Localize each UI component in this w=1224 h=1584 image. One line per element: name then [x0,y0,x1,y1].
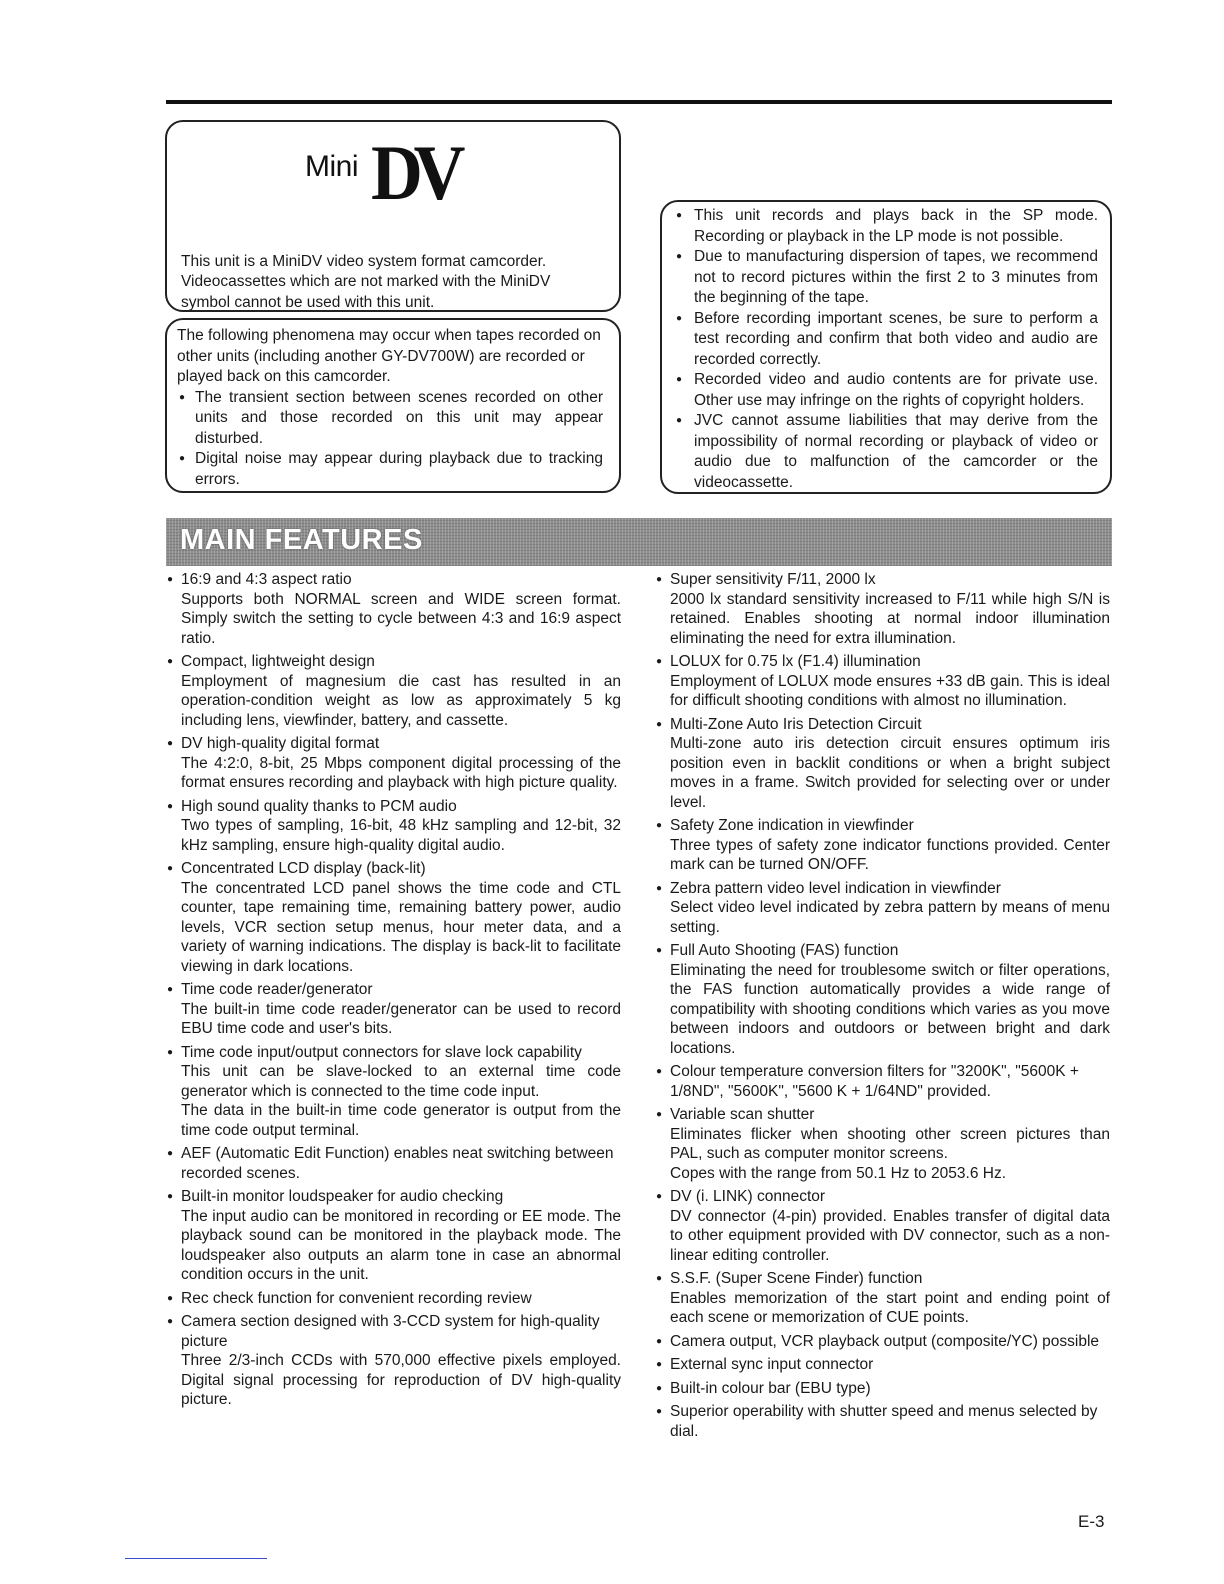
feature-item [655,879,1110,938]
feature-title: ● Zebra pattern video level indication in viewfinder [655,879,1110,899]
feature-description [166,754,621,793]
feature-item [655,941,1110,1058]
feature-item [166,980,621,1039]
phenomena-list [177,388,603,491]
feature-item [166,1043,621,1141]
feature-item [166,1187,621,1285]
phenomena-notice-box [165,318,621,493]
feature-title: ● Variable scan shutter [655,1105,1110,1125]
section-banner [166,518,1112,566]
phenomena-intro: The following phenomena may occur when tapes recorded on other units (including another GY-DV700W) are recorded or played back on this camcorder. [177,327,601,385]
feature-paragraph: Employment of LOLUX mode ensures +33 dB gain. This is ideal for difficult shooting conditions with almost no illumination. [670,672,1110,709]
feature-title: ● Full Auto Shooting (FAS) function [655,941,1110,961]
feature-description [166,590,621,649]
feature-description [655,836,1110,875]
feature-paragraph: Three 2/3-inch CCDs with 570,000 effective pixels employed. Digital signal processing for reproduction of DV high-quality picture. [181,1352,621,1408]
feature-item [655,1062,1110,1101]
logo-mini-text: Mini [305,150,359,183]
feature-title: ● Rec check function for convenient recording review [166,1289,621,1309]
feature-title: ● External sync input connector [655,1355,1110,1375]
feature-title: ● LOLUX for 0.75 lx (F1.4) illumination [655,652,1110,672]
top-rule [166,100,1112,104]
feature-paragraph: 2000 lx standard sensitivity increased to F/11 while high S/N is retained. Enables shooting at normal indoor illumination eliminating the need for extra illumination. [670,590,1110,647]
feature-paragraph: The built-in time code reader/generator can be used to record EBU time code and user's bits. [181,1000,621,1037]
feature-title: ● Camera section designed with 3-CCD system for high-quality picture [166,1312,621,1351]
feature-description [655,1207,1110,1266]
feature-title: ● Built-in monitor loudspeaker for audio checking [166,1187,621,1207]
list-item: ● This unit records and plays back in the SP mode. Recording or playback in the LP mode is not possible. [674,206,1098,247]
feature-item [166,859,621,976]
feature-title: ● Safety Zone indication in viewfinder [655,816,1110,836]
feature-description [655,1289,1110,1328]
feature-item [166,734,621,793]
feature-paragraph: The input audio can be monitored in recording or EE mode. The playback sound can be monitored in the playback mode. The loudspeaker also outputs an alarm tone in case an abnormal condition occurs in the unit. [181,1207,621,1283]
feature-title: ● Colour temperature conversion filters for "3200K", "5600K + 1/8ND", "5600K", "5600 K + 1/64ND" provided. [655,1062,1110,1101]
feature-title: ● S.S.F. (Super Scene Finder) function [655,1269,1110,1289]
feature-description [655,672,1110,711]
feature-description [655,961,1110,1059]
page-number: E-3 [1078,1512,1105,1531]
feature-item [166,570,621,648]
feature-description [655,1125,1110,1184]
notes-list [674,206,1098,493]
feature-description [166,1000,621,1039]
feature-item [166,797,621,856]
feature-item [166,1312,621,1410]
feature-item [655,715,1110,813]
feature-paragraph: Select video level indicated by zebra pattern by means of menu setting. [670,899,1110,936]
feature-item [655,1379,1110,1399]
feature-title: ● 16:9 and 4:3 aspect ratio [166,570,621,590]
feature-title: ● Concentrated LCD display (back-lit) [166,859,621,879]
feature-item [655,1105,1110,1183]
list-item: ● Recorded video and audio contents are for private use. Other use may infringe on the rights of copyright holders. [674,370,1098,411]
features-left-column [166,570,621,1414]
feature-paragraph: This unit can be slave-locked to an external time code generator which is connected to the time code input. [181,1063,621,1100]
feature-paragraph: Eliminating the need for troublesome switch or filter operations, the FAS function automatically provides a wide range of compatibility with shooting conditions which varies as you move between indoors and outdoors or between bright and dark locations. [670,961,1110,1057]
feature-description [655,734,1110,812]
feature-item [655,1332,1110,1352]
feature-paragraph: Two types of sampling, 16-bit, 48 kHz sampling and 12-bit, 32 kHz sampling, ensure high-quality digital audio. [181,817,621,854]
feature-title: ● Built-in colour bar (EBU type) [655,1379,1110,1399]
feature-paragraph: Supports both NORMAL screen and WIDE screen format. Simply switch the setting to cycle between 4:3 and 16:9 aspect ratio. [181,590,621,647]
list-item: ● Digital noise may appear during playback due to tracking errors. [177,449,603,490]
feature-paragraph: Eliminates flicker when shooting other screen pictures than PAL, such as computer monitor screens. [670,1125,1110,1162]
feature-description [166,879,621,977]
feature-item [655,652,1110,711]
feature-description [166,1351,621,1410]
feature-title: ● High sound quality thanks to PCM audio [166,797,621,817]
list-item: ● Due to manufacturing dispersion of tapes, we recommend not to record pictures within the first 2 to 3 minutes from the beginning of the tape. [674,247,1098,309]
feature-description [655,590,1110,649]
feature-title: ● AEF (Automatic Edit Function) enables neat switching between recorded scenes. [166,1144,621,1183]
feature-title: ● Superior operability with shutter speed and menus selected by dial. [655,1402,1110,1441]
minidv-description: This unit is a MiniDV video system format camcorder. Videocassettes which are not marked with the MiniDV symbol cannot be used with this unit. [181,252,551,311]
feature-description [166,1207,621,1285]
feature-item [655,1269,1110,1328]
list-item: ● The transient section between scenes recorded on other units and those recorded on this unit may appear disturbed. [177,388,603,450]
feature-paragraph: Enables memorization of the start point and ending point of each scene or memorization of CUE points. [670,1289,1110,1326]
feature-title: ● Time code input/output connectors for slave lock capability [166,1043,621,1063]
feature-title: ● DV high-quality digital format [166,734,621,754]
feature-paragraph: Employment of magnesium die cast has resulted in an operation-condition weight as low as approximately 5 kg including lens, viewfinder, battery, and cassette. [181,672,621,729]
feature-title: ● DV (i. LINK) connector [655,1187,1110,1207]
recording-notes-box [660,200,1112,494]
feature-paragraph: Copes with the range from 50.1 Hz to 2053.6 Hz. [670,1164,1007,1182]
minidv-logo [305,129,485,216]
feature-paragraph: Multi-zone auto iris detection circuit ensures optimum iris position even in backlit conditions or when a bright subject moves in a frame. Switch provided for selecting over or under level. [670,735,1110,811]
feature-paragraph: The data in the built-in time code generator is output from the time code output terminal. [181,1102,621,1139]
feature-item [166,652,621,730]
feature-title: ● Time code reader/generator [166,980,621,1000]
feature-item [655,1355,1110,1375]
feature-paragraph: The concentrated LCD panel shows the time code and CTL counter, tape remaining time, remaining battery power, audio levels, VCR section setup menus, hour meter data, and a variety of warning indications. The display is back-lit to facilitate viewing in dark locations. [181,879,621,975]
feature-item [166,1289,621,1309]
feature-item [166,1144,621,1183]
feature-title: ● Multi-Zone Auto Iris Detection Circuit [655,715,1110,735]
feature-description [166,1062,621,1140]
minidv-info-box [165,120,621,312]
feature-item [655,570,1110,648]
feature-paragraph: DV connector (4-pin) provided. Enables transfer of digital data to other equipment provided with DV connector, such as a non-linear editing controller. [670,1207,1110,1264]
logo-dv-mark: DV [371,129,457,216]
feature-paragraph: Three types of safety zone indicator functions provided. Center mark can be turned ON/OFF. [670,836,1110,873]
feature-description [166,816,621,855]
section-title: MAIN FEATURES [180,524,423,556]
feature-item [655,816,1110,875]
list-item: ● JVC cannot assume liabilities that may derive from the impossibility of normal recording or playback of video or audio due to malfunction of the camcorder or the videocassette. [674,411,1098,493]
feature-title: ● Camera output, VCR playback output (composite/YC) possible [655,1332,1110,1352]
bottom-link-rule [125,1558,267,1559]
list-item: ● Before recording important scenes, be sure to perform a test recording and confirm that both video and audio are recorded correctly. [674,309,1098,371]
feature-paragraph: The 4:2:0, 8-bit, 25 Mbps component digital processing of the format ensures recording and playback with high picture quality. [181,754,621,791]
feature-item [655,1402,1110,1441]
feature-title: ● Super sensitivity F/11, 2000 lx [655,570,1110,590]
feature-description [166,672,621,731]
features-right-column [655,570,1110,1445]
feature-title: ● Compact, lightweight design [166,652,621,672]
feature-description [655,898,1110,937]
feature-item [655,1187,1110,1265]
